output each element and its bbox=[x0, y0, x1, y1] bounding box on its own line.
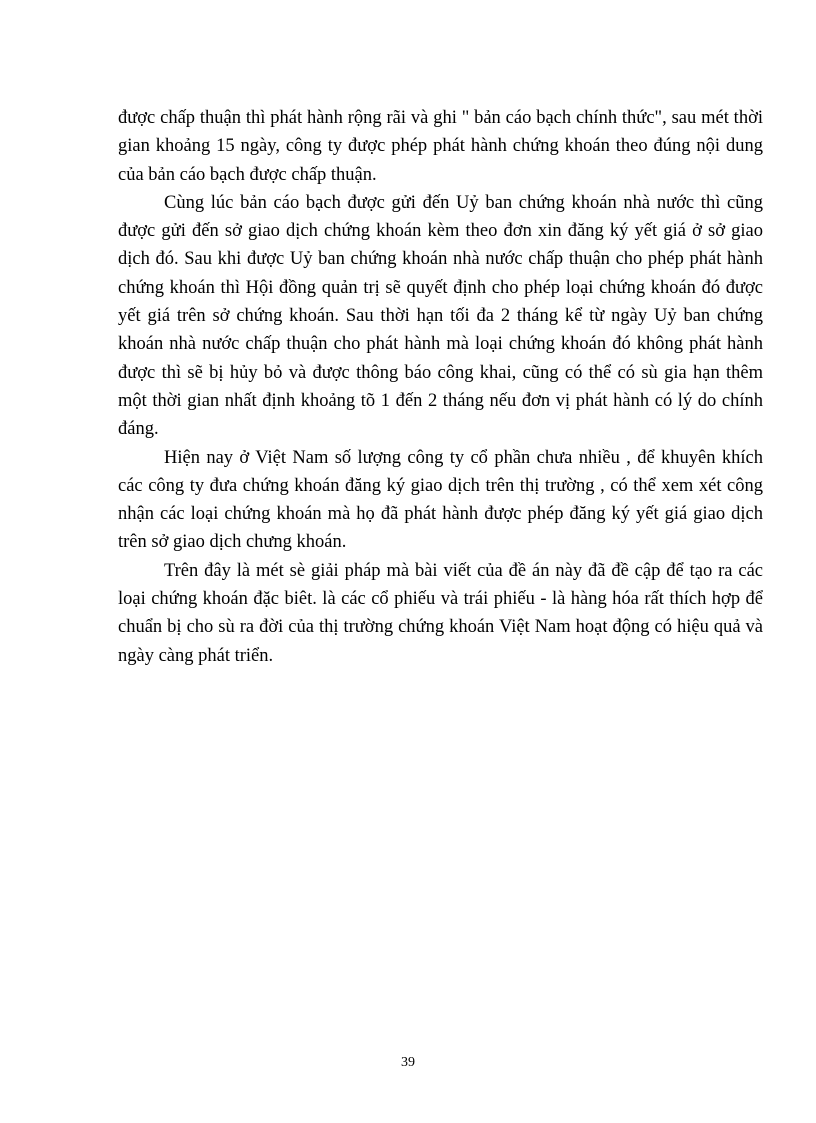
paragraph-listing-procedure: Cùng lúc bản cáo bạch được gửi đến Uỷ ban chứng khoán nhà nước thì cũng được gửi đến sở giao dịch chứng khoán kèm theo đơn xin đăng ký yết giá ở sở giao dịch đó. Sau khi được Uỷ ban chứng khoán nhà nước chấp thuận cho phép phát hành chứng khoán thì Hội đồng quản trị sẽ quyết định cho phép loại chứng khoán đó được yết giá trên sở chứng khoán. Sau thời hạn tối đa 2 tháng kể từ ngày Uỷ ban chứng khoán nhà nước chấp thuận cho phát hành mà loại chứng khoán đó không phát hành được thì sẽ bị hủy bỏ và được thông báo công khai, cũng có thể có sù gia hạn thêm một thời gian nhất định khoảng tõ 1 đến 2 tháng nếu đơn vị phát hành có lý do chính đáng. bbox=[118, 192, 763, 440]
paragraph-conclusion: Trên đây là mét sè giải pháp mà bài viết của đề án này đã đề cập để tạo ra các loại chứng khoán đặc biêt. là các cổ phiếu và trái phiếu - là hàng hóa rất thích hợp để chuẩn bị cho sù ra đời của thị trường chứng khoán Việt Nam hoạt động có hiệu quả và ngày càng phát triển. bbox=[118, 560, 763, 666]
body-text bbox=[118, 104, 763, 670]
page-number: 39 bbox=[401, 1055, 415, 1070]
paragraph-continuation: được chấp thuận thì phát hành rộng rãi và ghi " bản cáo bạch chính thức", sau mét thời gian khoảng 15 ngày, công ty được phép phát hành chứng khoán theo đúng nội dung của bản cáo bạch được chấp thuận. bbox=[118, 108, 763, 185]
paragraph-vietnam-situation: Hiện nay ở Việt Nam số lượng công ty cổ phần chưa nhiều , để khuyên khích các công ty đưa chứng khoán đăng ký giao dịch trên thị trường , có thể xem xét công nhận các loại chứng khoán mà họ đã phát hành được phép đăng ký yết giá giao dịch trên sở giao dịch chưng khoán. bbox=[118, 447, 763, 553]
